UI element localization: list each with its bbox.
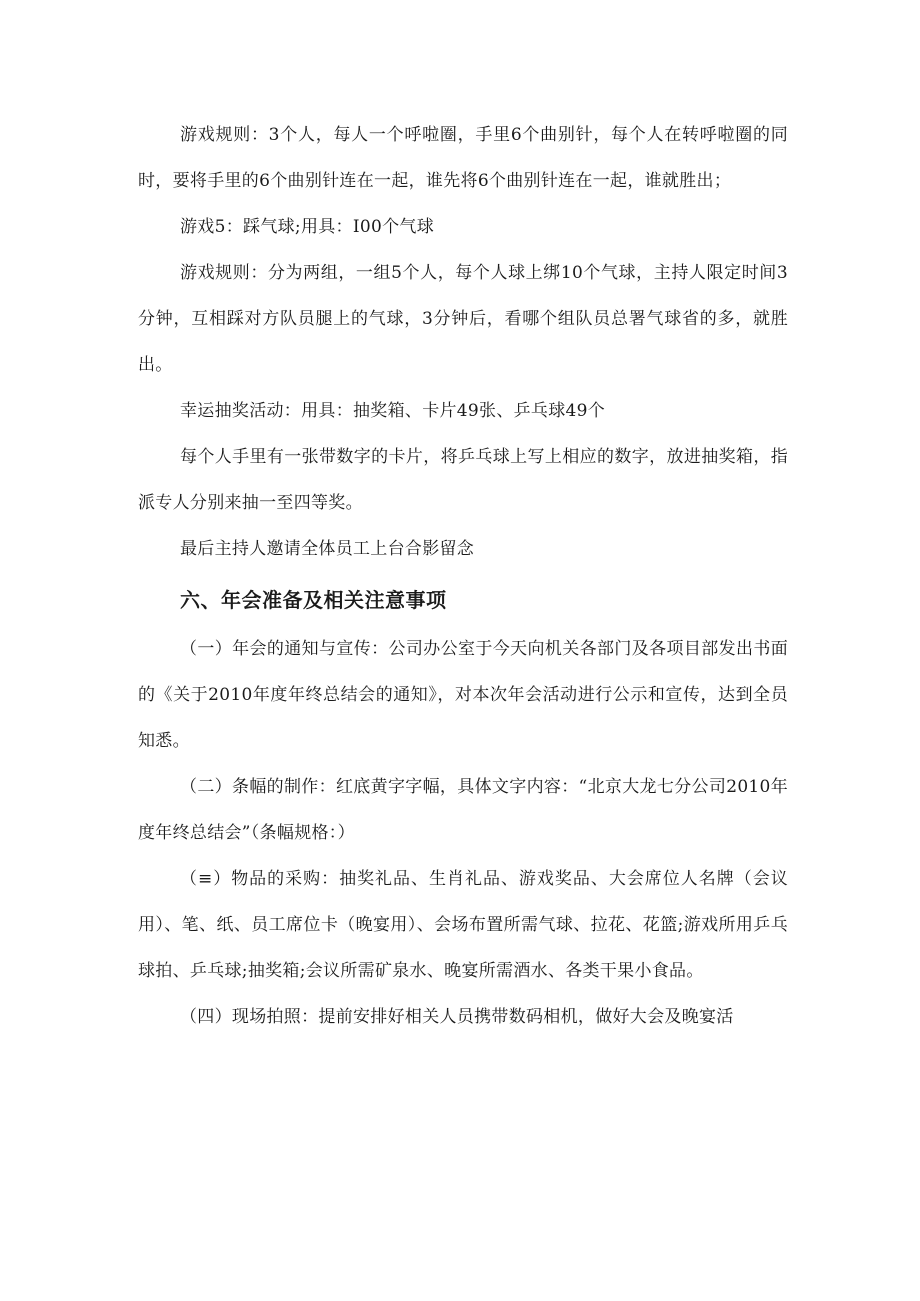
paragraph-game5-rules: 游戏规则：分为两组，一组5个人，每个人球上绑10个气球，主持人限定时间3分钟，互相踩对方队员腿上的气球，3分钟后，看哪个组队员总署气球省的多，就胜出。 (138, 263, 788, 375)
paragraph-notice: （一）年会的通知与宣传：公司办公室于今天向机关各部门及各项目部发出书面的《关于2010年度年终总结会的通知》，对本次年会活动进行公示和宣传，达到全员知悉。 (138, 639, 788, 751)
document-page (138, 112, 788, 1040)
paragraph-purchasing: （≡）物品的采购：抽奖礼品、生肖礼品、游戏奖品、大会席位人名牌（会议用）、笔、纸、员工席位卡（晚宴用）、会场布置所需气球、拉花、花篮;游戏所用乒乓球拍、乒乓球;抽奖箱;会议所需矿泉水、晚宴所需酒水、各类干果小食品。 (138, 869, 788, 981)
paragraph-banner: （二）条幅的制作：红底黄字字幅，具体文字内容：“北京大龙七分公司2010年度年终总结会”（条幅规格：） (138, 777, 788, 843)
paragraph-game-rules-hoop: 游戏规则：3个人，每人一个呼啦圈，手里6个曲别针，每个人在转呼啦圈的同时，要将手里的6个曲别针连在一起，谁先将6个曲别针连在一起，谁就胜出； (138, 125, 788, 191)
paragraph-lottery-method: 每个人手里有一张带数字的卡片，将乒乓球上写上相应的数字，放进抽奖箱，指派专人分别来抽一至四等奖。 (138, 447, 788, 513)
paragraph-lottery-tools: 幸运抽奖活动：用具：抽奖箱、卡片49张、乒乓球49个 (180, 401, 606, 421)
paragraph-photography: （四）现场拍照：提前安排好相关人员携带数码相机，做好大会及晚宴活 (180, 1007, 734, 1027)
paragraph-game5-title: 游戏5：踩气球;用具：I00个气球 (180, 217, 434, 237)
section-heading: 六、年会准备及相关注意事项 (180, 588, 447, 612)
paragraph-group-photo: 最后主持人邀请全体员工上台合影留念 (180, 539, 475, 559)
